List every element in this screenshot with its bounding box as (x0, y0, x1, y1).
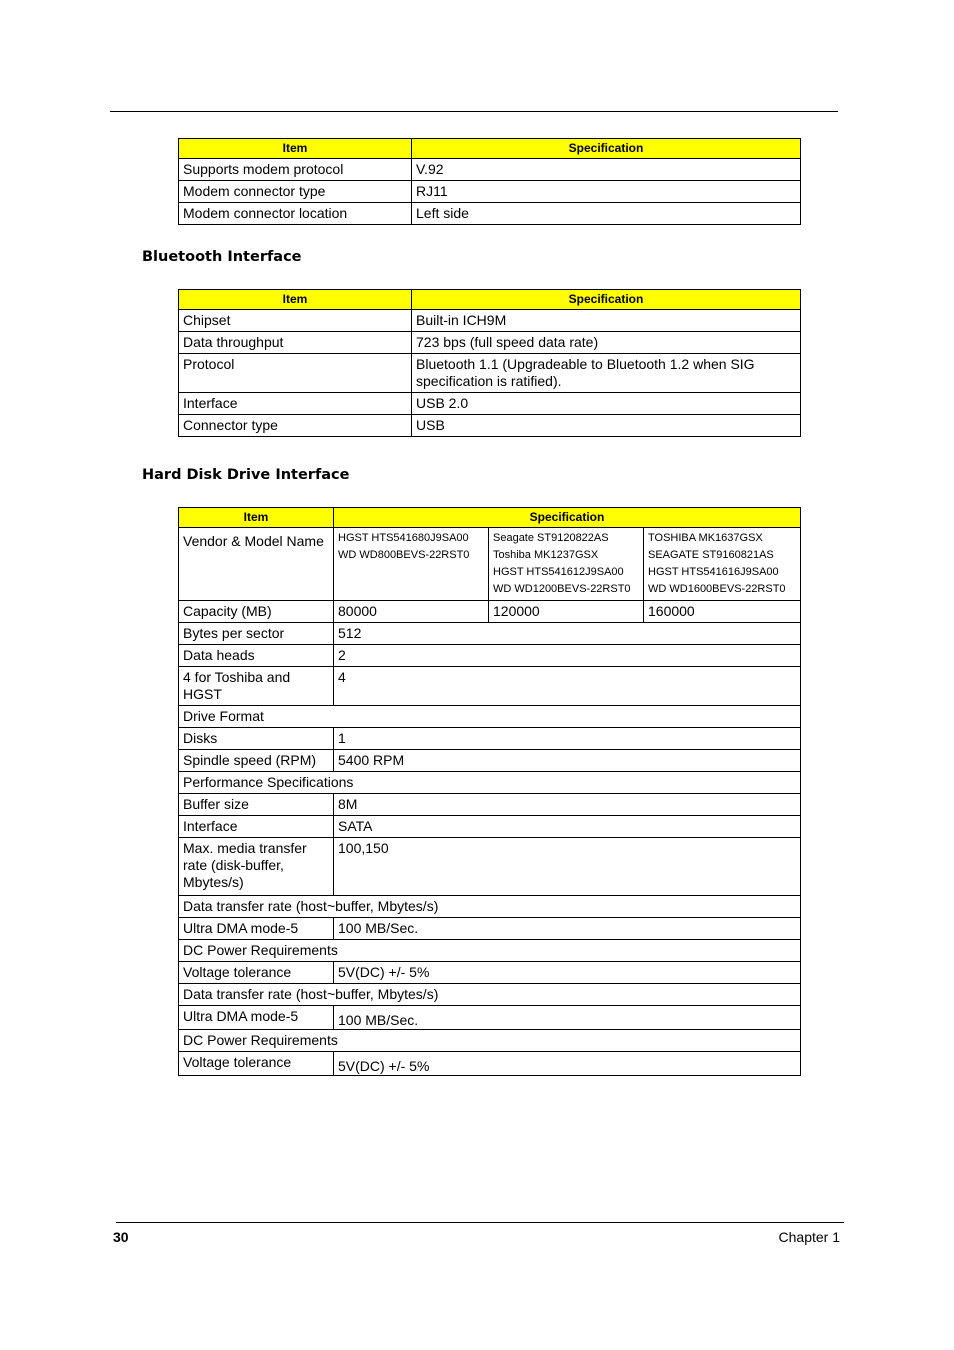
bluetooth-spec-table (178, 289, 801, 437)
table-row (179, 203, 801, 225)
row-label: Data heads (179, 645, 334, 667)
table-row (179, 896, 801, 918)
row-label: Interface (179, 816, 334, 838)
table-row (179, 181, 801, 203)
table-row (179, 984, 801, 1006)
row-label: Modem connector type (179, 181, 412, 203)
table-row (179, 962, 801, 984)
table-row (179, 159, 801, 181)
table-row (179, 706, 801, 728)
row-value: 5400 RPM (334, 750, 801, 772)
table-row (179, 354, 801, 393)
row-label: Modem connector location (179, 203, 412, 225)
row-value: 512 (334, 623, 801, 645)
table-row (179, 623, 801, 645)
row-value: 5V(DC) +/- 5% (334, 1052, 801, 1076)
table-row (179, 601, 801, 623)
row-label: Protocol (179, 354, 412, 393)
table-row (179, 816, 801, 838)
row-label: Connector type (179, 415, 412, 437)
row-label: Max. media transfer rate (disk-buffer, Mbytes/s) (179, 838, 334, 896)
table-row (179, 940, 801, 962)
row-label: Voltage tolerance (179, 1052, 334, 1076)
row-value: USB (412, 415, 801, 437)
row-value: 2 (334, 645, 801, 667)
row-label: Bytes per sector (179, 623, 334, 645)
row-value: Left side (412, 203, 801, 225)
row-value: V.92 (412, 159, 801, 181)
modem-spec-table (178, 138, 801, 225)
table-row (179, 772, 801, 794)
row-value: 5V(DC) +/- 5% (334, 962, 801, 984)
table-row (179, 1030, 801, 1052)
header-item: Item (179, 290, 412, 310)
section-row-label: Data transfer rate (host~buffer, Mbytes/s) (179, 896, 801, 918)
row-label: Interface (179, 393, 412, 415)
table-row (179, 667, 801, 706)
row-label: Ultra DMA mode-5 (179, 918, 334, 940)
row-value: 8M (334, 794, 801, 816)
table-row (179, 1052, 801, 1076)
header-specification: Specification (412, 290, 801, 310)
header-item: Item (179, 139, 412, 159)
table-row (179, 750, 801, 772)
row-value: 100,150 (334, 838, 801, 896)
vendor-model-3: TOSHIBA MK1637GSX SEAGATE ST9160821AS HGST HTS541616J9SA00 WD WD1600BEVS-22RST0 (644, 528, 801, 601)
page-number: 30 (113, 1229, 129, 1245)
table-row (179, 838, 801, 896)
row-label: Ultra DMA mode-5 (179, 1006, 334, 1030)
row-value: 100 MB/Sec. (334, 918, 801, 940)
row-label: Disks (179, 728, 334, 750)
section-row-label: DC Power Requirements (179, 940, 801, 962)
row-label: Chipset (179, 310, 412, 332)
section-row-label: Data transfer rate (host~buffer, Mbytes/s) (179, 984, 801, 1006)
row-label: 4 for Toshiba and HGST (179, 667, 334, 706)
table-row (179, 728, 801, 750)
vendor-model-2: Seagate ST9120822AS Toshiba MK1237GSX HGST HTS541612J9SA00 WD WD1200BEVS-22RST0 (489, 528, 644, 601)
table-row (179, 415, 801, 437)
table-row (179, 918, 801, 940)
row-label: Data throughput (179, 332, 412, 354)
row-value: SATA (334, 816, 801, 838)
row-value: 723 bps (full speed data rate) (412, 332, 801, 354)
row-value: 100 MB/Sec. (334, 1006, 801, 1030)
row-label: Spindle speed (RPM) (179, 750, 334, 772)
hdd-spec-table (178, 507, 801, 1076)
row-value: Bluetooth 1.1 (Upgradeable to Bluetooth 1.2 when SIG specification is ratified). (412, 354, 801, 393)
footer-rule (116, 1222, 844, 1223)
table-row (179, 1006, 801, 1030)
capacity-label: Capacity (MB) (179, 601, 334, 623)
row-value: USB 2.0 (412, 393, 801, 415)
row-value: RJ11 (412, 181, 801, 203)
section-row-label: Drive Format (179, 706, 801, 728)
table-row (179, 310, 801, 332)
capacity-value-2: 120000 (489, 601, 644, 623)
bluetooth-section-title: Bluetooth Interface (142, 249, 302, 265)
header-item: Item (179, 508, 334, 528)
row-value: 4 (334, 667, 801, 706)
row-label: Voltage tolerance (179, 962, 334, 984)
table-header-row (179, 139, 801, 159)
hdd-section-title: Hard Disk Drive Interface (142, 467, 350, 483)
capacity-value-3: 160000 (644, 601, 801, 623)
row-value: 1 (334, 728, 801, 750)
chapter-label: Chapter 1 (778, 1229, 840, 1245)
row-label: Supports modem protocol (179, 159, 412, 181)
vendor-model-1: HGST HTS541680J9SA00 WD WD800BEVS-22RST0 (334, 528, 489, 601)
row-label: Buffer size (179, 794, 334, 816)
header-specification: Specification (334, 508, 801, 528)
table-row (179, 645, 801, 667)
table-row (179, 794, 801, 816)
table-row (179, 332, 801, 354)
table-header-row (179, 508, 801, 528)
capacity-value-1: 80000 (334, 601, 489, 623)
table-row (179, 528, 801, 601)
table-header-row (179, 290, 801, 310)
table-row (179, 393, 801, 415)
row-value: Built-in ICH9M (412, 310, 801, 332)
header-rule (110, 111, 838, 112)
header-specification: Specification (412, 139, 801, 159)
section-row-label: Performance Specifications (179, 772, 801, 794)
vendor-label: Vendor & Model Name (179, 528, 334, 601)
section-row-label: DC Power Requirements (179, 1030, 801, 1052)
